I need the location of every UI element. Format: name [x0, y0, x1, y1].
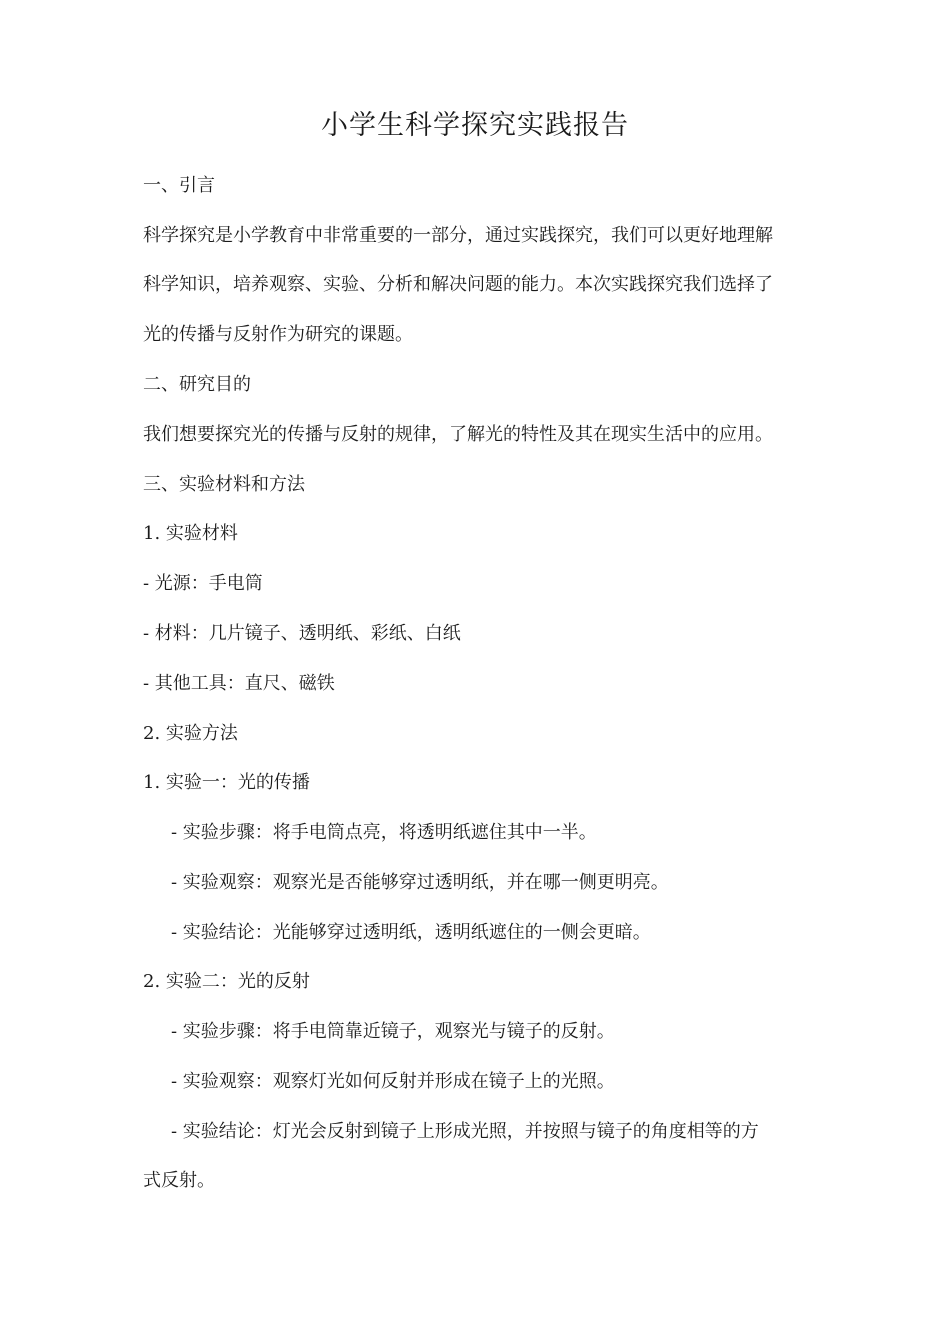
- material-item: - 光源：手电筒: [143, 573, 263, 594]
- purpose-heading: 二、研究目的: [143, 374, 251, 395]
- experiment2-step: - 实验步骤：将手电筒靠近镜子，观察光与镜子的反射。: [171, 1021, 615, 1042]
- intro-line: 科学探究是小学教育中非常重要的一部分，通过实践探究，我们可以更好地理解: [143, 225, 773, 246]
- experiment1-step: - 实验结论：光能够穿过透明纸，透明纸遮住的一侧会更暗。: [171, 922, 651, 943]
- experiment1-heading: 1. 实验一：光的传播: [143, 772, 310, 793]
- purpose-text: 我们想要探究光的传播与反射的规律，了解光的特性及其在现实生活中的应用。: [143, 424, 773, 445]
- intro-line: 科学知识，培养观察、实验、分析和解决问题的能力。本次实践探究我们选择了: [143, 274, 773, 295]
- page-title: 小学生科学探究实践报告: [321, 110, 629, 141]
- intro-heading: 一、引言: [143, 175, 215, 196]
- material-item: - 材料：几片镜子、透明纸、彩纸、白纸: [143, 623, 461, 644]
- methods-heading: 三、实验材料和方法: [143, 474, 305, 495]
- experiment2-heading: 2. 实验二：光的反射: [143, 971, 310, 992]
- intro-line: 光的传播与反射作为研究的课题。: [143, 324, 413, 345]
- experiment2-continuation: 式反射。: [143, 1170, 215, 1191]
- experiment1-step: - 实验步骤：将手电筒点亮，将透明纸遮住其中一半。: [171, 822, 597, 843]
- method-heading: 2. 实验方法: [143, 723, 238, 744]
- materials-heading: 1. 实验材料: [143, 523, 238, 544]
- experiment1-step: - 实验观察：观察光是否能够穿过透明纸，并在哪一侧更明亮。: [171, 872, 669, 893]
- material-item: - 其他工具：直尺、磁铁: [143, 673, 335, 694]
- experiment2-step: - 实验结论：灯光会反射到镜子上形成光照，并按照与镜子的角度相等的方: [171, 1121, 759, 1142]
- experiment2-step: - 实验观察：观察灯光如何反射并形成在镜子上的光照。: [171, 1071, 615, 1092]
